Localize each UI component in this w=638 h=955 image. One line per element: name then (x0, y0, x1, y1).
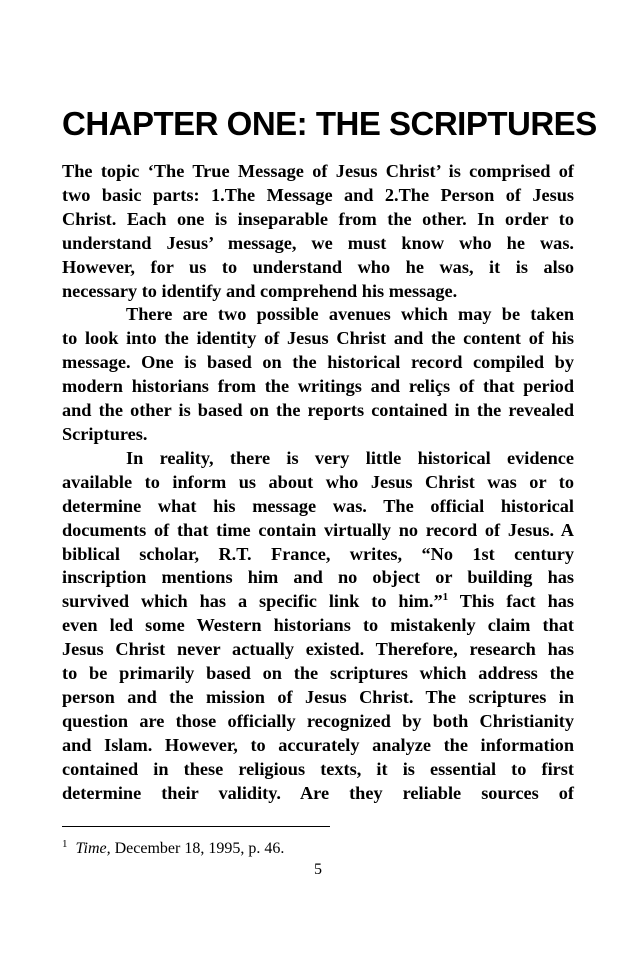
text-line: contained in these religious texts, it is essential to first (62, 758, 574, 779)
paragraph-2 (62, 303, 574, 446)
text-line: However, for us to understand who he was, it is also (62, 256, 574, 277)
text-line: to look into the identity of Jesus Christ and the content of his (62, 328, 574, 349)
text-line: Jesus Christ never actually existed. Therefore, research has (62, 639, 574, 660)
text-line-with-footnote-ref (62, 590, 574, 614)
footnote-ref: 1 (442, 591, 449, 604)
chapter-title: CHAPTER ONE: THE SCRIPTURES (62, 105, 597, 142)
paragraph-1 (62, 160, 574, 303)
text-line: even led some Western historians to mistakenly claim that (62, 615, 574, 636)
text-line: necessary to identify and comprehend his message. (62, 280, 458, 301)
footnote-detail: December 18, 1995, p. 46. (110, 840, 285, 857)
paragraph-3 (62, 447, 574, 806)
text-line: documents of that time contain virtually no record of Jesus. A (62, 519, 574, 540)
page-number: 5 (314, 861, 322, 878)
text-line: to be primarily based on the scriptures which address the (62, 663, 574, 684)
footnote (62, 834, 462, 859)
text-fragment: This fact has (448, 591, 574, 612)
text-line: biblical scholar, R.T. France, writes, “No 1st century (62, 543, 574, 564)
text-line: determine what his message was. The official historical (62, 495, 574, 516)
text-line: inscription mentions him and no object or building has (62, 567, 574, 588)
text-line: Christ. Each one is inseparable from the other. In order to (62, 208, 574, 229)
text-line: In reality, there is very little historical evidence (126, 447, 574, 468)
footnote-source: Time, (75, 840, 111, 857)
text-line: message. One is based on the historical record compiled by (62, 352, 574, 373)
text-line: The topic ‘The True Message of Jesus Christ’ is comprised of (62, 161, 574, 181)
text-line: understand Jesus’ message, we must know who he was. (62, 232, 574, 253)
text-line: There are two possible avenues which may be taken (126, 304, 574, 325)
text-line: question are those officially recognized by both Christianity (62, 710, 574, 731)
text-line: two basic parts: 1.The Message and 2.The Person of Jesus (62, 184, 574, 205)
footnote-divider (62, 826, 330, 827)
text-line: determine their validity. Are they reliable sources of (62, 782, 574, 803)
body-text (62, 160, 574, 805)
text-fragment: survived which has a specific link to him.” (62, 591, 443, 612)
text-line: available to inform us about who Jesus Christ was or to (62, 471, 574, 492)
text-line: and the other is based on the reports contained in the revealed (62, 400, 574, 421)
text-line: person and the mission of Jesus Christ. The scriptures in (62, 686, 574, 707)
text-line: modern historians from the writings and reliçs of that period (62, 376, 574, 397)
text-line: Scriptures. (62, 423, 148, 444)
text-line: and Islam. However, to accurately analyze the information (62, 734, 574, 755)
footnote-number: 1 (62, 838, 68, 850)
